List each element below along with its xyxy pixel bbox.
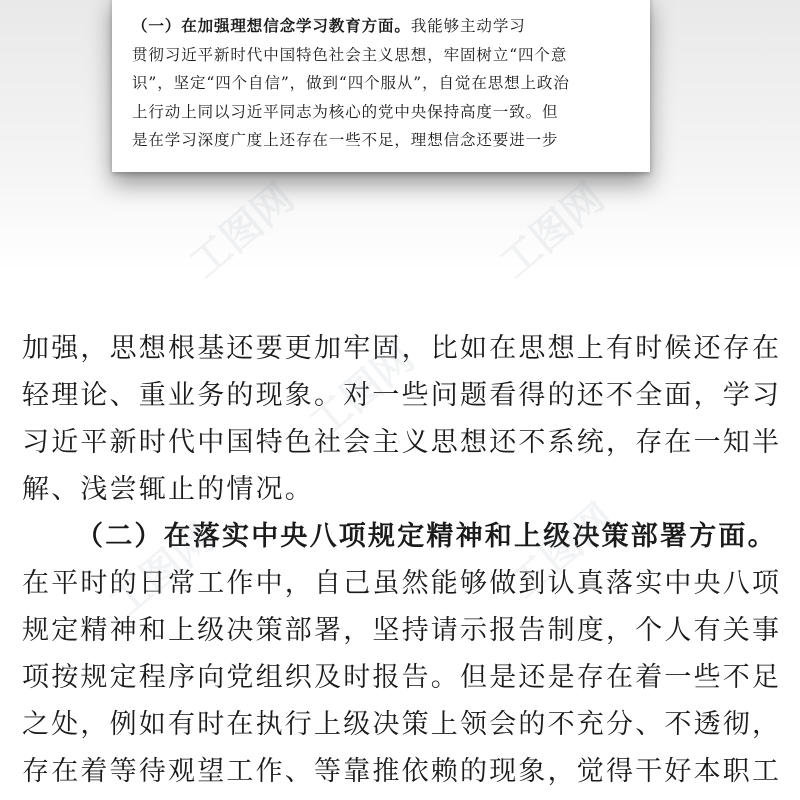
- section-2-heading: （二）在落实中央八项规定精神和上级决策部署方面。: [76, 521, 777, 552]
- document-photo: [112, 0, 650, 172]
- watermark: 工图网: [301, 334, 423, 448]
- text-line: 规定精神和上级决策部署，坚持请示报告制度，个人有关事: [22, 615, 782, 646]
- text-line: 之处，例如有时在执行上级决策上领会的不充分、不透彻，: [22, 709, 782, 740]
- text-line: 习近平新时代中国特色社会主义思想还不系统，存在一知半: [22, 427, 782, 458]
- photo-line: （一）在加强理想信念学习教育方面。我能够主动学习: [132, 16, 526, 35]
- text-line: 存在着等待观望工作、等靠推依赖的现象，觉得干好本职工: [22, 756, 782, 787]
- watermark: 工图网: [101, 514, 223, 628]
- text-line: 项按规定程序向党组织及时报告。但是还是存在着一些不足: [22, 662, 782, 693]
- section-heading: [222, 0, 384, 1]
- photo-line: 是在学习深度广度上还存在一些不足，理想信念还要进一步: [132, 131, 559, 149]
- text-line: 在平时的日常工作中，自己虽然能够做到认真落实中央八项: [22, 568, 782, 599]
- text-line: 轻理论、重业务的现象。对一些问题看得的还不全面，学习: [22, 380, 782, 411]
- watermark: 工图网: [501, 494, 623, 608]
- subsection-heading: （一）在加强理想信念学习教育方面。: [132, 16, 411, 35]
- photo-paragraph: [132, 12, 640, 155]
- text-line: 解、浅尝辄止的情况。: [22, 474, 314, 505]
- main-text: [22, 325, 780, 795]
- paragraph-1: [22, 325, 780, 513]
- photo-line: 识”，坚定“四个自信”，做到“四个服从”，自觉在思想上政治: [132, 74, 570, 92]
- text-line: 加强，思想根基还要更加牢固，比如在思想上有时候还存在: [22, 333, 782, 364]
- photo-line: 上行动上同以习近平同志为核心的党中央保持高度一致。但: [132, 102, 559, 121]
- paragraph-2: [22, 560, 780, 795]
- photo-line: 贯彻习近平新时代中国特色社会主义思想，牢固树立“四个意: [132, 45, 568, 64]
